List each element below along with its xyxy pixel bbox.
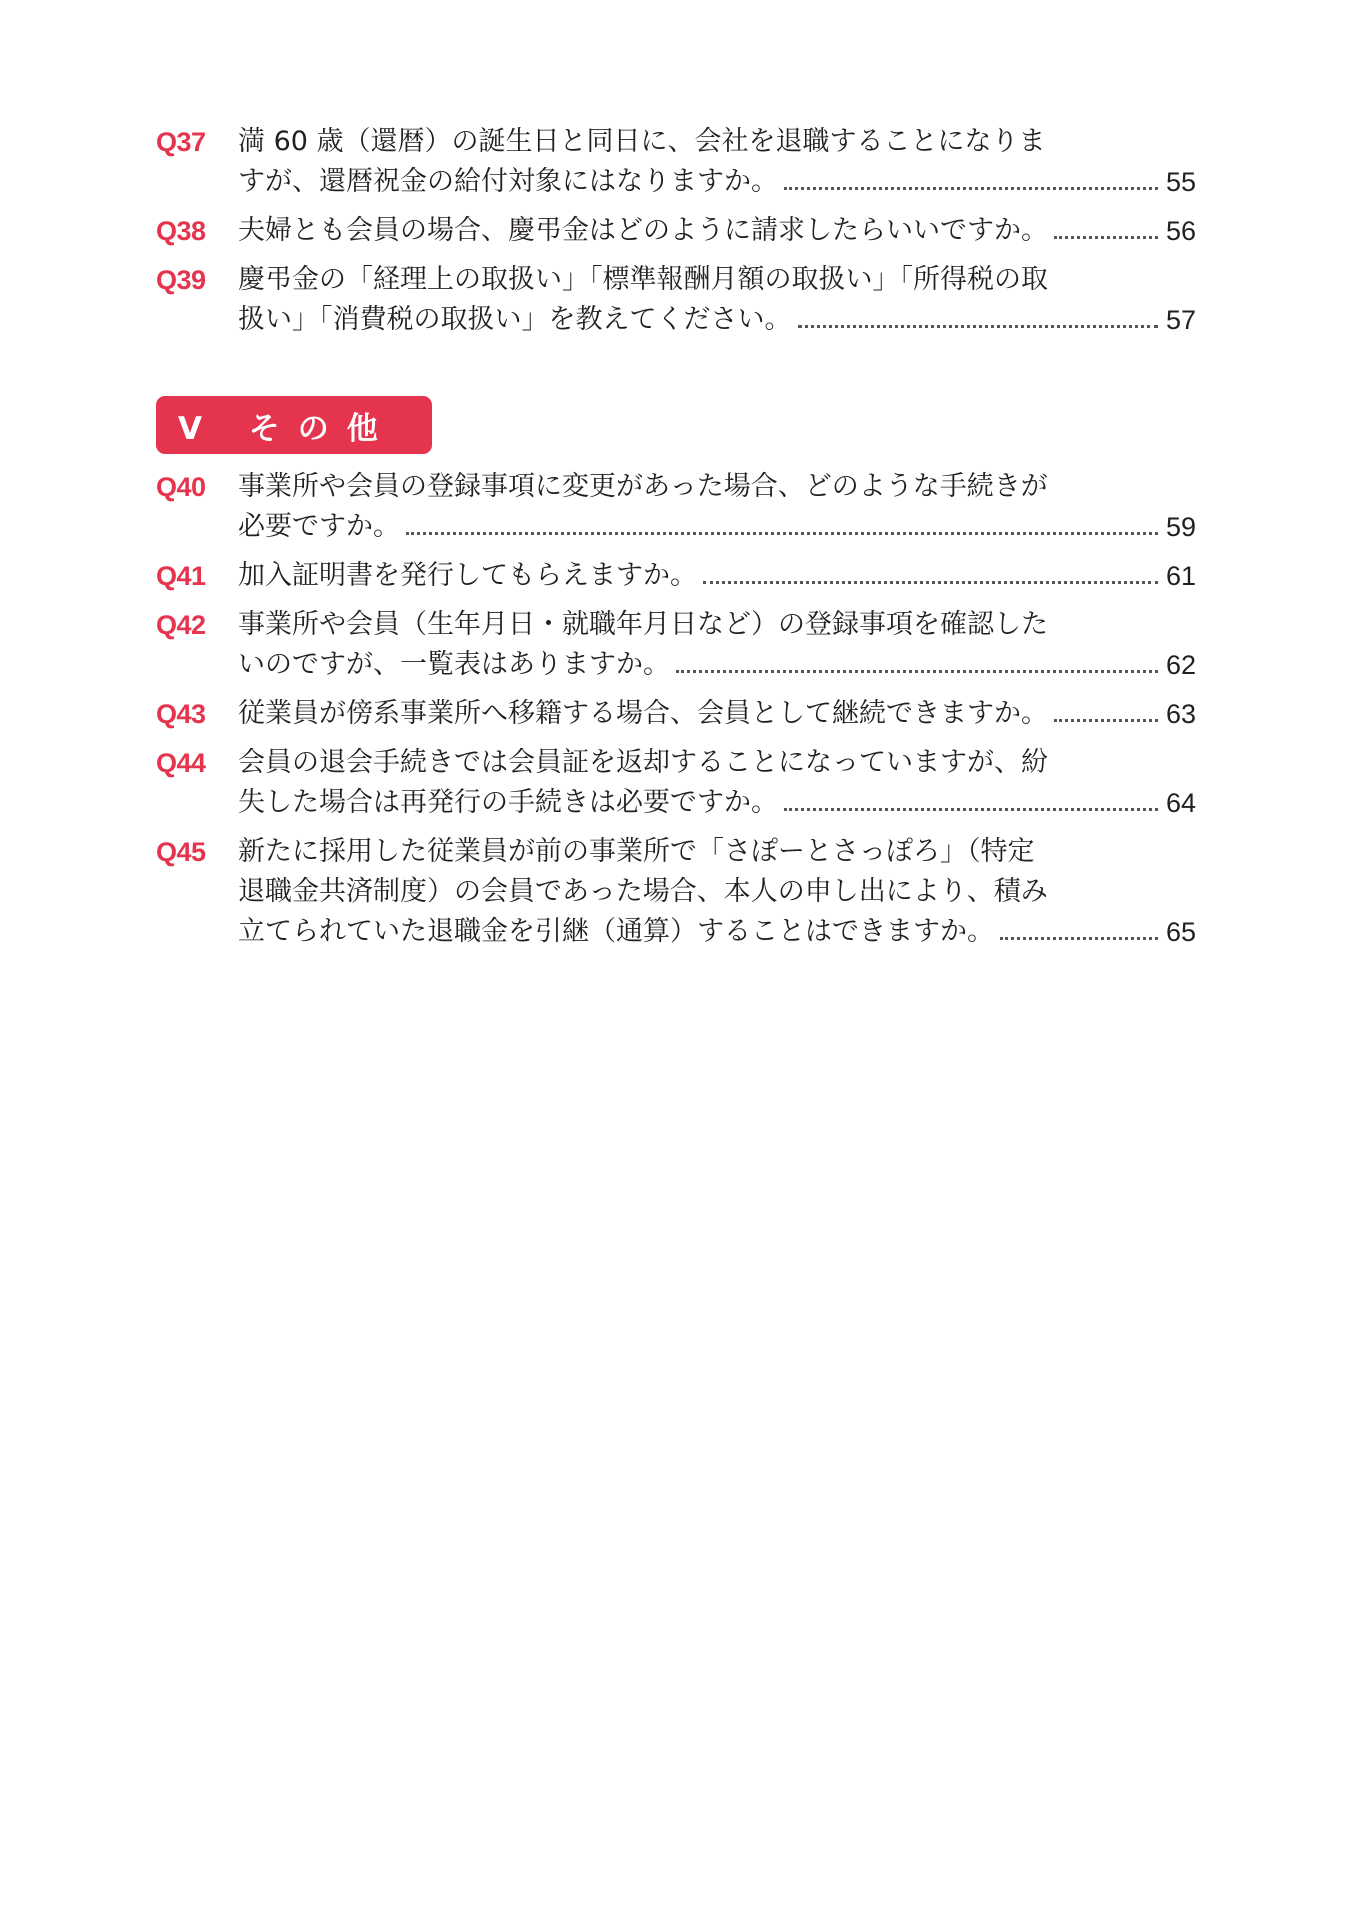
question-line: 必要ですか。	[238, 511, 400, 542]
question-line: 満 60 歳（還暦）の誕生日と同日に、会社を退職することになりま	[238, 126, 1046, 157]
dot-leader	[1054, 235, 1158, 239]
question-number: Q40	[156, 472, 206, 502]
question-number: Q41	[156, 561, 206, 591]
page-number: 61	[1165, 561, 1196, 591]
question-text	[238, 260, 1196, 340]
toc-entry[interactable]	[156, 556, 1196, 596]
question-text	[238, 122, 1196, 202]
question-line: 事業所や会員の登録事項に変更があった場合、どのような手続きが	[238, 471, 1048, 502]
page-number: 65	[1165, 917, 1196, 947]
dot-leader	[406, 531, 1158, 535]
toc-entry[interactable]	[156, 694, 1196, 734]
page-number: 63	[1165, 699, 1196, 729]
dot-leader	[784, 807, 1158, 811]
dot-leader	[1000, 936, 1158, 940]
dot-leader	[1054, 718, 1158, 722]
question-line: いのですが、一覧表はありますか。	[238, 649, 670, 680]
question-line: 退職金共済制度）の会員であった場合、本人の申し出により、積み	[238, 876, 1048, 907]
question-number: Q38	[156, 216, 206, 246]
question-number: Q44	[156, 748, 206, 778]
question-text	[238, 743, 1196, 823]
toc-entry[interactable]	[156, 743, 1196, 823]
dot-leader	[784, 186, 1158, 190]
question-text	[238, 467, 1196, 547]
section-heading	[156, 396, 432, 454]
question-number: Q37	[156, 127, 206, 157]
question-line: 失した場合は再発行の手続きは必要ですか。	[238, 787, 778, 818]
question-text	[238, 832, 1196, 952]
toc-entry[interactable]	[156, 211, 1196, 251]
dot-leader	[798, 324, 1158, 328]
toc-entry[interactable]	[156, 122, 1196, 202]
question-line: 新たに採用した従業員が前の事業所で「さぽーとさっぽろ」（特定	[238, 836, 1035, 867]
toc-group-1	[156, 122, 1196, 349]
toc-entry[interactable]	[156, 467, 1196, 547]
toc-group-2	[156, 467, 1196, 961]
question-line: 夫婦とも会員の場合、慶弔金はどのように請求したらいいですか。	[238, 215, 1048, 246]
question-text	[238, 605, 1196, 685]
question-line: 加入証明書を発行してもらえますか。	[238, 560, 697, 591]
toc-entry[interactable]	[156, 260, 1196, 340]
question-number: Q42	[156, 610, 206, 640]
question-text	[238, 211, 1196, 251]
question-number: Q43	[156, 699, 206, 729]
question-line: 立てられていた退職金を引継（通算）することはできますか。	[238, 916, 994, 947]
question-line: すが、還暦祝金の給付対象にはなりますか。	[238, 166, 778, 197]
page-number: 59	[1165, 512, 1196, 542]
question-line: 扱い」「消費税の取扱い」を教えてください。	[238, 304, 792, 335]
question-text	[238, 556, 1196, 596]
dot-leader	[703, 580, 1158, 584]
dot-leader	[676, 669, 1158, 673]
question-line: 従業員が傍系事業所へ移籍する場合、会員として継続できますか。	[238, 698, 1048, 729]
section-title: Ⅴ その他	[178, 410, 396, 447]
toc-entry[interactable]	[156, 832, 1196, 952]
question-line: 慶弔金の「経理上の取扱い」「標準報酬月額の取扱い」「所得税の取	[238, 264, 1048, 295]
page-number: 62	[1165, 650, 1196, 680]
question-number: Q45	[156, 837, 206, 867]
page-number: 56	[1165, 216, 1196, 246]
toc-entry[interactable]	[156, 605, 1196, 685]
question-line: 事業所や会員（生年月日・就職年月日など）の登録事項を確認した	[238, 609, 1048, 640]
page-number: 57	[1165, 305, 1196, 335]
page-number: 64	[1165, 788, 1196, 818]
question-text	[238, 694, 1196, 734]
page-number: 55	[1165, 167, 1196, 197]
question-number: Q39	[156, 265, 206, 295]
question-line: 会員の退会手続きでは会員証を返却することになっていますが、紛	[238, 747, 1048, 778]
